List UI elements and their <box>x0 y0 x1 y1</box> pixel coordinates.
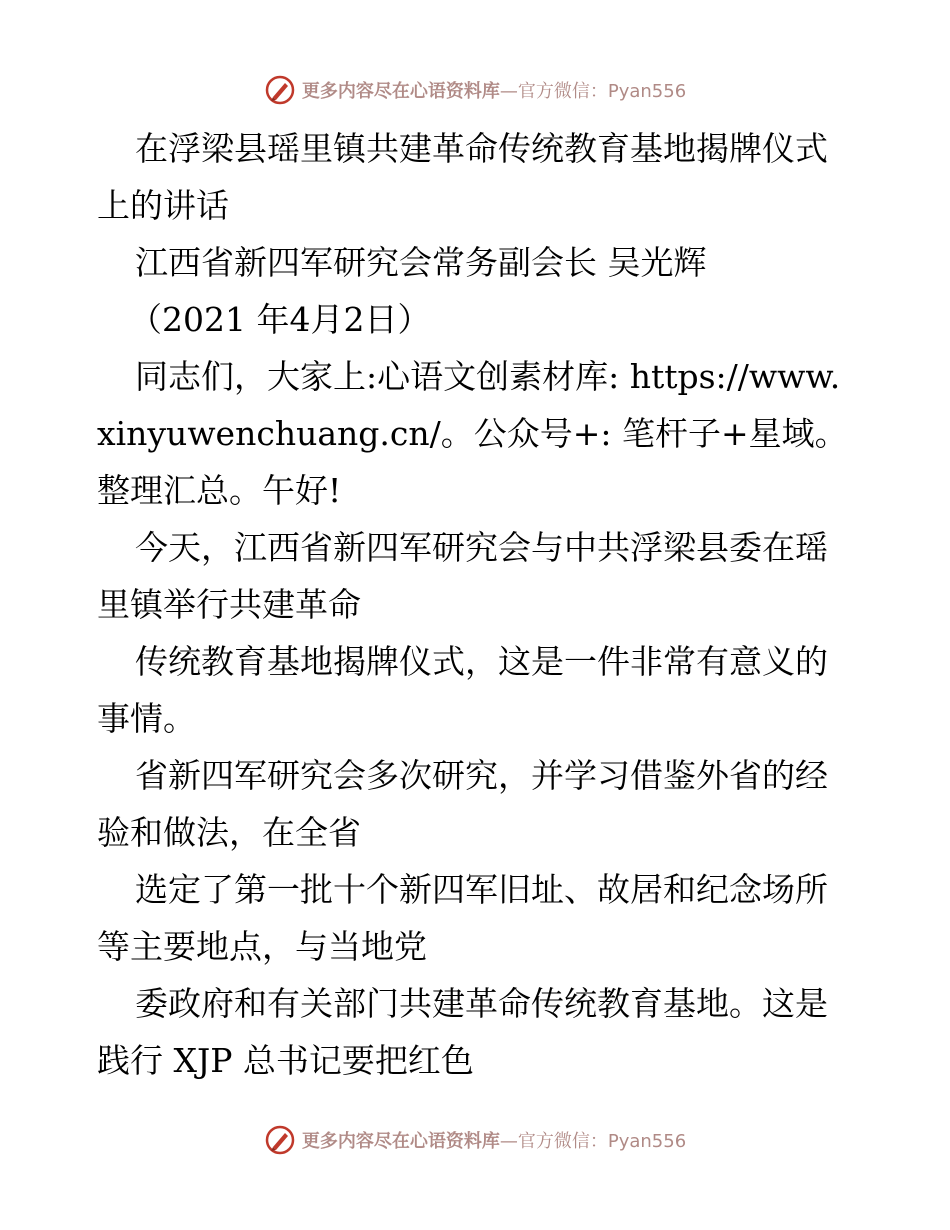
banner-wechat: 官方微信：Pyan556 <box>517 1131 687 1152</box>
banner-wechat: 官方微信：Pyan556 <box>517 81 687 102</box>
banner-main-text: 更多内容尽在心语资料库 <box>301 81 500 102</box>
body-paragraph: 今天，江西省新四军研究会与中共浮梁县委在瑶里镇举行共建革命 <box>97 528 828 624</box>
body-paragraph: 省新四军研究会多次研究，并学习借鉴外省的经验和做法，在全省 <box>97 756 828 852</box>
pen-logo-icon <box>264 74 296 106</box>
banner-dash: — <box>499 81 518 102</box>
body-paragraph: 同志们，大家上:心语文创素材库: https://www.xinyuwenchuang.cn/。公众号+: 笔杆子+星域。整理汇总。午好! <box>97 357 848 510</box>
banner-text <box>302 1127 686 1153</box>
footer-watermark-banner <box>0 1120 950 1160</box>
body-paragraph: 委政府和有关部门共建革命传统教育基地。这是践行 XJP 总书记要把红色 <box>97 984 828 1080</box>
banner-dash: — <box>499 1131 518 1152</box>
document-body <box>97 120 857 1089</box>
banner-main-text: 更多内容尽在心语资料库 <box>301 1131 500 1152</box>
speaker-line: 江西省新四军研究会常务副会长 吴光辉 <box>135 243 707 282</box>
header-watermark-banner <box>0 70 950 110</box>
body-paragraph: 选定了第一批十个新四军旧址、故居和纪念场所等主要地点，与当地党 <box>97 870 828 966</box>
speech-date: （2021 年4月2日） <box>129 300 431 339</box>
speech-title: 在浮梁县瑶里镇共建革命传统教育基地揭牌仪式上的讲话 <box>97 129 828 225</box>
body-paragraph: 传统教育基地揭牌仪式，这是一件非常有意义的事情。 <box>97 642 828 738</box>
banner-text <box>302 77 686 103</box>
pen-logo-icon <box>264 1124 296 1156</box>
